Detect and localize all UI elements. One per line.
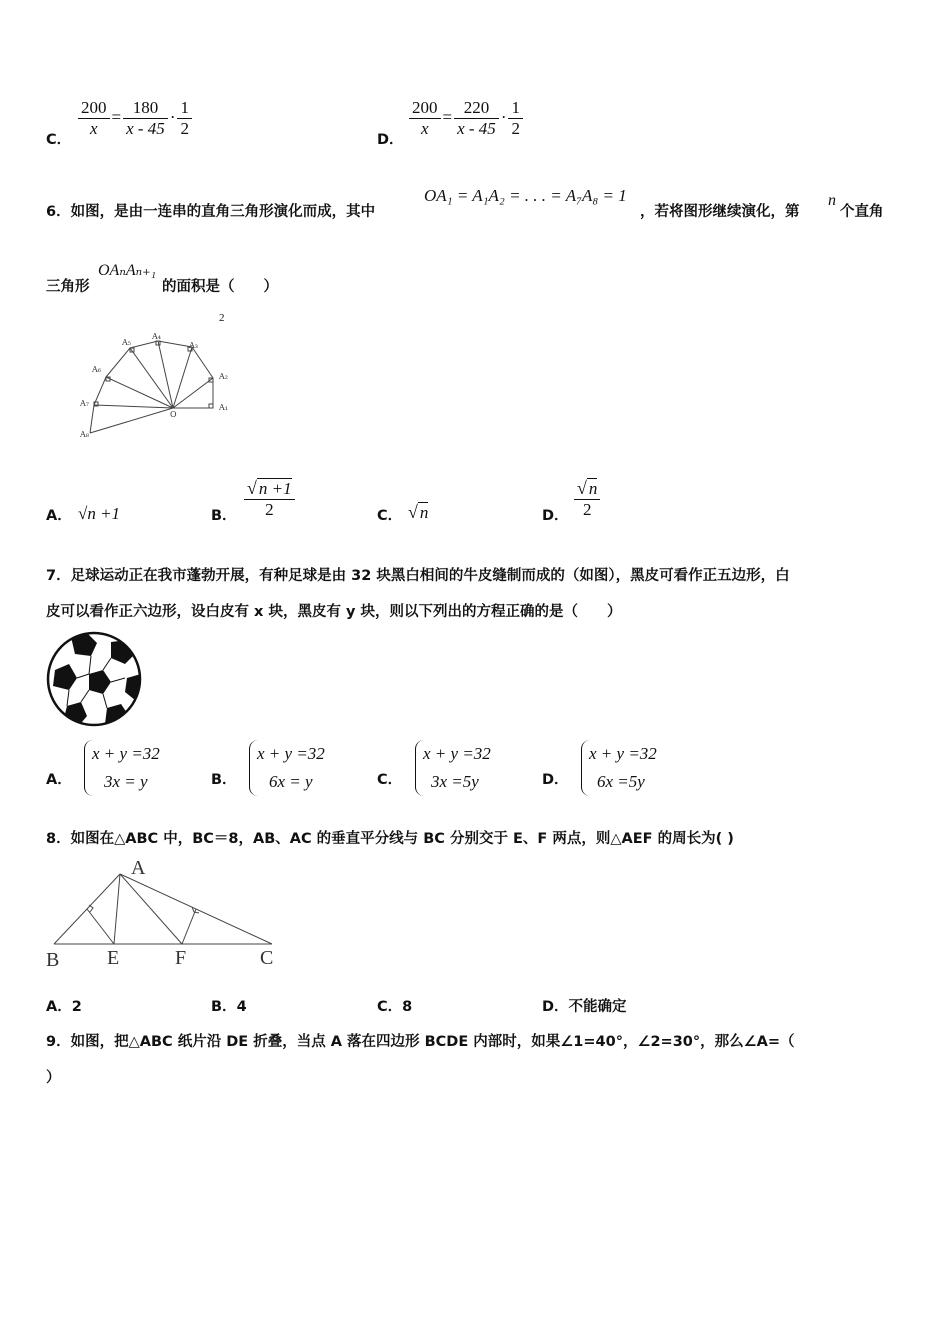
q5-option-c-label: C．	[46, 132, 72, 148]
soccer-ball-image	[45, 630, 145, 730]
q6-text-4: 三角形	[46, 279, 90, 295]
q6-formula-2: OAₙAₙ₊₁	[98, 262, 157, 279]
q6-option-a-expr: √n +1	[78, 504, 121, 523]
q6-label-o: O	[170, 410, 177, 419]
q8-perp-bisector-ab	[87, 909, 114, 944]
q8-label-a: A	[131, 857, 146, 879]
q6-option-c-label: C．	[377, 508, 403, 524]
q8-right-angle-ab	[89, 905, 93, 912]
q6-stray-mark: 2	[219, 312, 225, 324]
q6-text-3: 个直角	[840, 204, 884, 220]
q6-seg-o-a8	[90, 408, 173, 433]
q6-option-b-label: B．	[211, 508, 237, 524]
q8-option-c: C．8	[377, 999, 413, 1015]
q8-triangle-figure	[44, 852, 284, 974]
q8-perp-bisector-ac	[182, 909, 196, 944]
q8-label-f: F	[175, 947, 187, 969]
q7-option-b-system: x + y =32 6x = y	[249, 740, 325, 796]
q7-line-1: 7．足球运动正在我市蓬勃开展，有种足球是由 32 块黑白相间的牛皮缝制而成的（如图），黑皮可看作正五边形，白	[46, 568, 790, 584]
q6-option-a-label: A．	[46, 508, 72, 524]
q6-seg-o-a3	[173, 347, 192, 408]
q6-seg-a2-a3	[192, 347, 213, 378]
q7-option-a-system: x + y =32 3x = y	[84, 740, 160, 796]
q5-option-c-formula: $\frac{200}{x}$ = $\frac{180}{x - 45}$ · $\frac{1}{2}$	[76, 98, 194, 139]
q7-option-d-system: x + y =32 6x =5y	[581, 740, 657, 796]
q6-seg-o-a6	[106, 377, 173, 408]
q6-formula: OA₁ = A₁A₂ = . . . = A₇A₈ = 1	[424, 186, 627, 205]
q9-line-2: ）	[46, 1070, 61, 1086]
q7-option-d-label: D．	[542, 772, 569, 788]
q6-right-angle-1	[209, 404, 213, 408]
q6-spiral-figure	[70, 320, 250, 445]
q6-seg-a4-a5	[130, 341, 158, 348]
q8-text: 8．如图在△ABC 中，BC＝8，AB、AC 的垂直平分线与 BC 分别交于 E、F 两点，则△AEF 的周长为( )	[46, 831, 734, 847]
q6-label-a8: A₈	[80, 430, 89, 439]
q6-text-5: 的面积是（ ）	[162, 279, 278, 295]
q6-label-a5: A₅	[122, 338, 131, 347]
q6-seg-a5-a6	[106, 348, 130, 377]
q6-label-a4: A₄	[152, 332, 161, 341]
q6-seg-o-a7	[94, 405, 173, 408]
q8-option-a: A．2	[46, 999, 82, 1015]
q6-label-a6: A₆	[92, 365, 101, 374]
q6-n: n	[828, 192, 836, 209]
q6-label-a2: A₂	[219, 372, 228, 381]
q6-seg-a6-a7	[94, 377, 106, 405]
q6-seg-o-a2	[173, 378, 213, 408]
q6-text-2: ，若将图形继续演化，第	[640, 204, 800, 220]
q6-label-a3: A₃	[189, 341, 198, 350]
q8-seg-af	[120, 874, 182, 944]
q6-seg-a3-a4	[158, 341, 192, 347]
q6-option-d-expr: $\frac{√ n}{2}$	[572, 478, 602, 520]
q6-option-c-expr: √ n	[408, 502, 429, 522]
q8-option-b: B．4	[211, 999, 247, 1015]
q7-line-2: 皮可以看作正六边形，设白皮有 x 块，黑皮有 y 块，则以下列出的方程正确的是（ ）	[46, 604, 622, 620]
q6-option-d-label: D．	[542, 508, 569, 524]
q6-label-a1: A₁	[219, 403, 228, 412]
q6-text-1: 6．如图，是由一连串的直角三角形演化而成，其中	[46, 204, 376, 220]
q7-option-c-system: x + y =32 3x =5y	[415, 740, 491, 796]
q6-label-a7: A₇	[80, 399, 89, 408]
q8-label-e: E	[107, 947, 120, 969]
q7-option-a-label: A．	[46, 772, 72, 788]
q5-option-d-formula: $\frac{200}{x}$ = $\frac{220}{x - 45}$ · $\frac{1}{2}$	[407, 98, 525, 139]
q8-label-c: C	[260, 947, 274, 969]
q5-option-d-label: D．	[377, 132, 404, 148]
q9-line-1: 9．如图，把△ABC 纸片沿 DE 折叠，当点 A 落在四边形 BCDE 内部时，如果∠1=40°，∠2=30°，那么∠A=（	[46, 1034, 795, 1050]
q8-label-b: B	[46, 949, 60, 971]
q8-option-d: D．不能确定	[542, 999, 627, 1015]
q8-seg-ae	[114, 874, 120, 944]
q6-seg-a7-a8	[90, 405, 94, 433]
q7-option-b-label: B．	[211, 772, 237, 788]
q7-option-c-label: C．	[377, 772, 403, 788]
q6-option-b-expr: $\frac{√ n +1}{2}$	[242, 478, 297, 520]
